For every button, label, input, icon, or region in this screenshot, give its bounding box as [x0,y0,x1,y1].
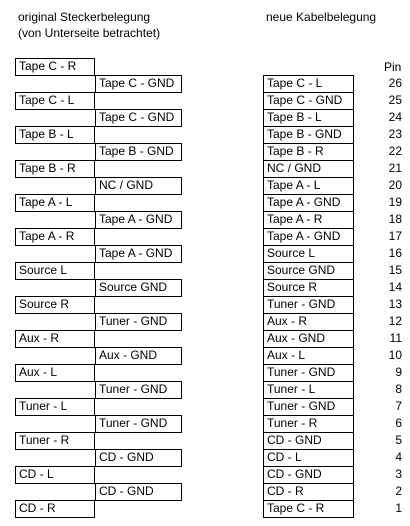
original-pin-label: Tape B - R [15,160,95,178]
left-header-line1: original Steckerbelegung [18,10,151,24]
pin-number: 13 [388,297,402,311]
cable-pin-label: Source GND [263,262,354,280]
left-header-line2: (von Unterseite betrachtet) [18,26,161,40]
cable-pin-label: Aux - R [263,313,354,331]
pin-number: 15 [388,263,402,277]
pin-number: 12 [388,314,402,328]
original-pin-label: Tape B - GND [95,143,182,161]
original-pin-label: Tuner - R [15,432,95,450]
cable-pin-label: Tuner - R [263,415,354,433]
pin-number: 3 [395,467,402,481]
original-pin-label: Tape A - GND [95,245,182,263]
cable-pin-label: Tape B - R [263,143,354,161]
cable-pin-label: Tape C - L [263,75,354,93]
cable-pin-label: Tape B - L [263,109,354,127]
pin-number: 22 [388,144,402,158]
pin-number: 5 [395,433,402,447]
cable-pin-label: Tuner - GND [263,364,354,382]
original-pin-label: Tape C - GND [95,109,182,127]
pin-number: 18 [388,212,402,226]
original-pin-label: CD - GND [95,449,182,467]
original-pin-label: Tuner - GND [95,381,182,399]
pin-number: 24 [388,110,402,124]
original-pin-label: CD - R [15,500,95,518]
pin-number: 4 [395,450,402,464]
cable-pin-label: Tape A - R [263,211,354,229]
original-pin-label: Tape C - GND [95,75,182,93]
cable-pin-label: NC / GND [263,160,354,178]
original-pin-label: Tape A - R [15,228,95,246]
pin-number: 23 [388,127,402,141]
right-header: neue Kabelbelegung [266,10,377,24]
cable-pin-label: Tape A - L [263,177,354,195]
original-pin-label: Tape B - L [15,126,95,144]
original-pin-label: Tuner - GND [95,313,182,331]
original-pin-label: Tape C - R [15,58,95,76]
original-pin-label: Aux - L [15,364,95,382]
pin-number: 20 [388,178,402,192]
original-pin-label: Tape A - L [15,194,95,212]
cable-pin-label: CD - GND [263,432,354,450]
pin-number: 8 [395,382,402,396]
cable-pin-label: CD - GND [263,466,354,484]
pin-number: 25 [388,93,402,107]
pin-number: 14 [388,280,402,294]
cable-pin-label: Source L [263,245,354,263]
pin-number: 1 [395,501,402,515]
cable-pin-label: Tape A - GND [263,194,354,212]
pin-number: 11 [389,331,402,345]
cable-pin-label: Tuner - L [263,381,354,399]
pin-number: 16 [388,246,402,260]
pin-number: 19 [388,195,402,209]
pin-number: 6 [395,416,402,430]
original-pin-label: CD - GND [95,483,182,501]
cable-pin-label: Tape B - GND [263,126,354,144]
original-pin-label: CD - L [15,466,95,484]
original-pin-label: Tuner - GND [95,415,182,433]
cable-pin-label: CD - L [263,449,354,467]
cable-pin-label: Aux - L [263,347,354,365]
pin-number: 26 [388,76,402,90]
cable-pin-label: Tape C - GND [263,92,354,110]
pin-number: 7 [395,399,402,413]
original-pin-label: Tuner - L [15,398,95,416]
pin-number: 10 [388,348,402,362]
original-pin-label: Aux - R [15,330,95,348]
pin-number: 17 [388,229,402,243]
pin-header: Pin [384,60,402,74]
cable-pin-label: Tuner - GND [263,296,354,314]
cable-pin-label: Tape C - R [263,500,354,518]
pin-number: 2 [395,484,402,498]
pin-number: 21 [388,161,402,175]
cable-pin-label: Tape A - GND [263,228,354,246]
original-pin-label: NC / GND [95,177,182,195]
original-pin-label: Tape A - GND [95,211,182,229]
pin-number: 9 [395,365,402,379]
original-pin-label: Source L [15,262,95,280]
cable-pin-label: Source R [263,279,354,297]
cable-pin-label: Aux - GND [263,330,354,348]
cable-pin-label: Tuner - GND [263,398,354,416]
original-pin-label: Aux - GND [95,347,182,365]
original-pin-label: Tape C - L [15,92,95,110]
original-pin-label: Source GND [95,279,182,297]
original-pin-label: Source R [15,296,95,314]
cable-pin-label: CD - R [263,483,354,501]
